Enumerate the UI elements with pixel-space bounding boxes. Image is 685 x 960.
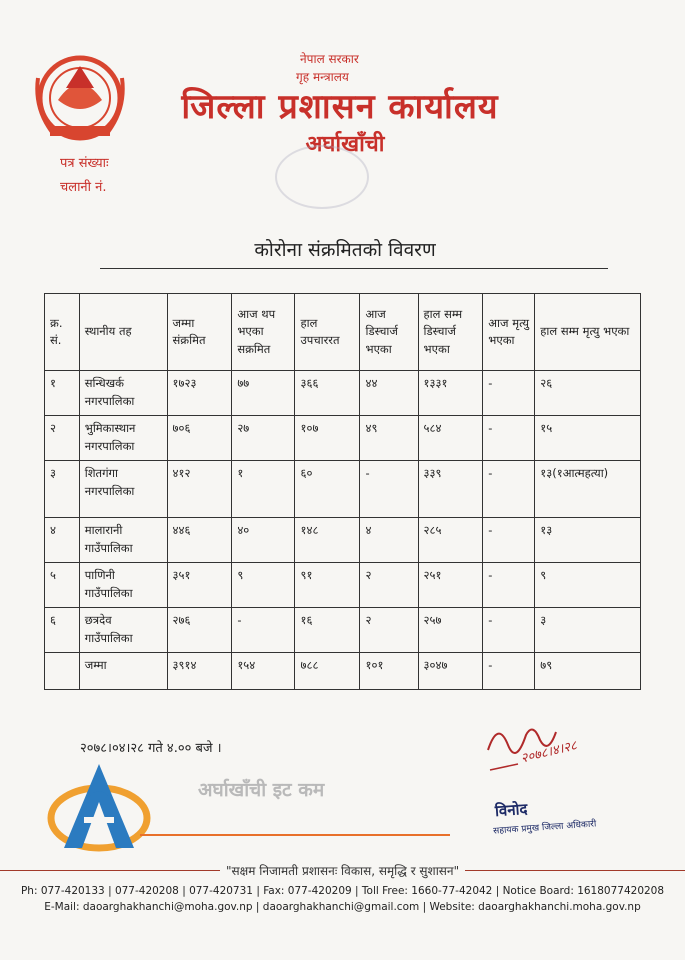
table-cell: [45, 653, 80, 690]
table-cell: -: [483, 461, 535, 518]
contact-phone-line: Ph: 077-420133 | 077-420208 | 077-420731 | Fax: 077-420209 | Toll Free: 1660-77-42042 | Notice Board: 1618077420208: [20, 885, 665, 897]
table-cell: ४४: [360, 371, 418, 416]
table-cell: १०७: [295, 416, 360, 461]
office-title: जिल्ला प्रशासन कार्यालय: [181, 87, 499, 127]
table-cell: पाणिनी गाउँपालिका: [79, 563, 167, 608]
table-cell: २७: [232, 416, 295, 461]
table-cell: १: [45, 371, 80, 416]
arghakhanchi-logo-icon: [44, 756, 154, 856]
ministry-line: गृह मन्त्रालय: [296, 70, 349, 84]
table-cell: १६: [295, 608, 360, 653]
table-cell: ४: [45, 518, 80, 563]
table-cell: ४४६: [167, 518, 232, 563]
table-cell: २५७: [418, 608, 483, 653]
dispatch-number-label: चलानी नं.: [60, 180, 107, 195]
table-cell: -: [360, 461, 418, 518]
table-cell: ६: [45, 608, 80, 653]
table-row: [45, 563, 641, 608]
table-cell: ४१२: [167, 461, 232, 518]
table-cell: ७९: [535, 653, 641, 690]
header-new-today: आज थप भएका सक्रमित: [232, 294, 295, 371]
document-title: कोरोना संक्रमितको विवरण: [254, 239, 436, 261]
table-cell: ७७: [232, 371, 295, 416]
header-total-discharged: हाल सम्म डिस्चार्ज भएका: [418, 294, 483, 371]
nepal-emblem-icon: [28, 48, 132, 144]
table-row: [45, 461, 641, 518]
table-cell: २५१: [418, 563, 483, 608]
table-cell: ३५१: [167, 563, 232, 608]
table-cell: -: [483, 563, 535, 608]
covid-stats-table: [44, 293, 641, 690]
table-cell: ६०: [295, 461, 360, 518]
table-cell: -: [483, 416, 535, 461]
table-cell: ७८८: [295, 653, 360, 690]
table-total-row: [45, 653, 641, 690]
table-cell: शितगंगा नगरपालिका: [79, 461, 167, 518]
table-cell: ३: [45, 461, 80, 518]
table-cell: भुमिकास्थान नगरपालिका: [79, 416, 167, 461]
table-cell: ३९१४: [167, 653, 232, 690]
table-cell: ४: [360, 518, 418, 563]
table-cell: ९: [535, 563, 641, 608]
header-discharged-today: आज डिस्चार्ज भएका: [360, 294, 418, 371]
watermark-text: अर्घाखाँची इट कम: [198, 779, 325, 801]
header-local-level: स्थानीय तह: [79, 294, 167, 371]
table-cell: ३३९: [418, 461, 483, 518]
table-cell: ३०४७: [418, 653, 483, 690]
signatory-designation: सहायक प्रमुख जिल्ला अधिकारी: [492, 819, 597, 837]
table-cell: २: [360, 563, 418, 608]
table-cell: -: [483, 608, 535, 653]
table-cell: १: [232, 461, 295, 518]
table-cell: ९१: [295, 563, 360, 608]
table-header-row: [45, 294, 641, 371]
table-cell: १०१: [360, 653, 418, 690]
table-cell: ४९: [360, 416, 418, 461]
letter-number-label: पत्र संख्याः: [60, 156, 109, 171]
table-cell: २: [45, 416, 80, 461]
table-cell: -: [483, 371, 535, 416]
table-cell: -: [483, 518, 535, 563]
header-total-infected: जम्मा संक्रमित: [167, 294, 232, 371]
table-cell: ३६६: [295, 371, 360, 416]
table-row: [45, 518, 641, 563]
table-cell: १३३१: [418, 371, 483, 416]
header-deaths-today: आज मृत्यु भएका: [483, 294, 535, 371]
table-cell: १३: [535, 518, 641, 563]
table-cell: १७२३: [167, 371, 232, 416]
table-cell: ५: [45, 563, 80, 608]
table-cell: सन्धिखर्क नगरपालिका: [79, 371, 167, 416]
table-cell: मालारानी गाउँपालिका: [79, 518, 167, 563]
table-cell: ३: [535, 608, 641, 653]
table-row: [45, 416, 641, 461]
signature-date: २०७८।४।२८: [519, 738, 579, 767]
signatory-name: विनोद: [494, 799, 528, 821]
table-cell: १५: [535, 416, 641, 461]
faint-stamp: [275, 145, 369, 209]
table-cell: १३(१आत्महत्या): [535, 461, 641, 518]
table-cell: २७६: [167, 608, 232, 653]
table-cell: ९: [232, 563, 295, 608]
contact-email-line: E-Mail: daoarghakhanchi@moha.gov.np | daoarghakhanchi@gmail.com | Website: daoarghakhanchi.moha.gov.np: [44, 901, 641, 913]
table-cell: १५४: [232, 653, 295, 690]
header-total-deaths: हाल सम्म मृत्यु भएका: [535, 294, 641, 371]
report-date-time: २०७८।०४।२८ गते ४.०० बजे ।: [80, 741, 222, 756]
table-cell: छत्रदेव गाउँपालिका: [79, 608, 167, 653]
table-row: [45, 608, 641, 653]
table-cell: २६: [535, 371, 641, 416]
table-cell: २: [360, 608, 418, 653]
government-line: नेपाल सरकार: [300, 52, 359, 66]
table-cell: १४८: [295, 518, 360, 563]
office-motto: "सक्षम निजामती प्रशासनः विकास, समृद्धि र सुशासन": [220, 862, 465, 879]
table-cell: २८५: [418, 518, 483, 563]
table-cell: ७०६: [167, 416, 232, 461]
header-active: हाल उपचाररत: [295, 294, 360, 371]
total-label: जम्मा: [79, 653, 167, 690]
table-cell: ५८४: [418, 416, 483, 461]
table-cell: -: [232, 608, 295, 653]
title-underline: [100, 268, 608, 269]
table-row: [45, 371, 641, 416]
district-name: अर्घाखाँची: [305, 132, 385, 157]
table-cell: -: [483, 653, 535, 690]
header-sn: क्र. सं.: [45, 294, 80, 371]
orange-divider: [140, 834, 450, 836]
table-cell: ४०: [232, 518, 295, 563]
